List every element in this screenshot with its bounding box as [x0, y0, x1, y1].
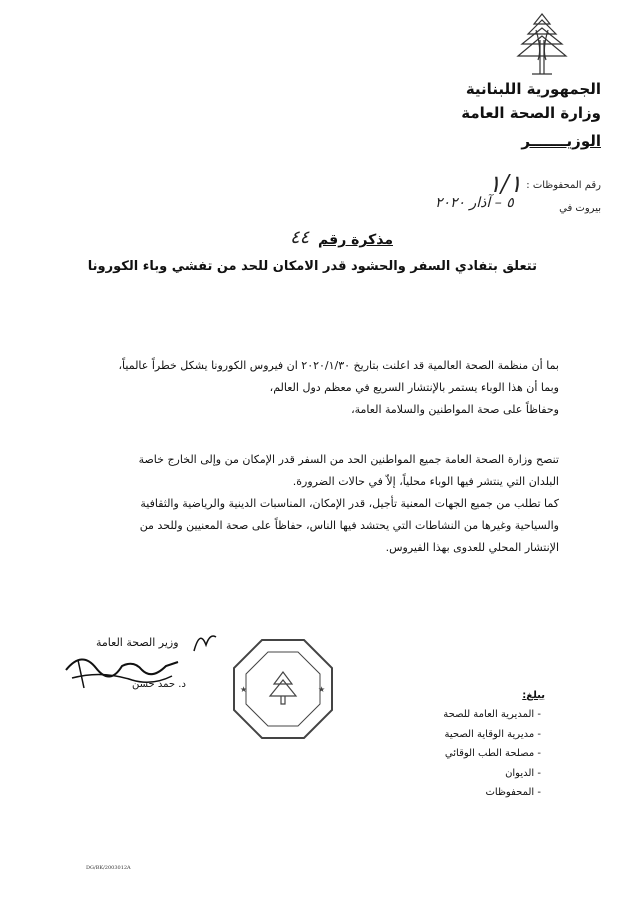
header-minister: الوزيـــــــر	[521, 132, 601, 150]
svg-text:★: ★	[240, 685, 248, 694]
body-line: البلدان التي ينتشر فيها الوباء محلياً، إلاّ في حالات الضرورة.	[292, 475, 559, 488]
distribution-item: - المديرية العامة للصحة	[443, 709, 541, 720]
header-country: الجمهورية اللبنانية	[465, 80, 601, 98]
distribution-item: - الديوان	[505, 767, 541, 779]
memo-subject: تتعلق بتفادي السفر والحشود قدر الامكان للحد من تفشي وباء الكورونا	[87, 259, 537, 274]
archive-number-handwritten: ١/١	[488, 170, 522, 198]
body-line: بما أن منظمة الصحة العالمية قد اعلنت بتاريخ ٢٠٢٠/١/٣٠ ان فيروس الكورونا يشكل خطراً عالمياً،	[118, 359, 559, 372]
body-paragraph-2	[59, 449, 559, 559]
body-line: والسياحية وغيرها من النشاطات التي يحتشد فيها الناس، حفاظاً على صحة المعنيين وللحد من	[139, 519, 559, 532]
initials-mark	[190, 625, 220, 655]
distribution-item: - المحفوظات	[485, 787, 541, 798]
distribution-item: - مصلحة الطب الوقائي	[444, 748, 541, 759]
signature-name: د. حمد حسن	[132, 679, 186, 690]
distribution-list	[443, 705, 541, 803]
body-line: كما تطلب من جميع الجهات المعنية تأجيل، قدر الإمكان، المناسبات الدينية والرياضية والثقافية	[140, 497, 559, 510]
body-paragraph-1	[59, 355, 559, 421]
distribution-heading: يبلغ:	[522, 690, 545, 701]
handwritten-signature	[62, 640, 182, 700]
svg-text:★: ★	[318, 685, 326, 694]
distribution-item: - مديرية الوقاية الصحية	[444, 728, 541, 740]
date-handwritten: ٥ – آذار ٢٠٢٠	[435, 195, 514, 211]
official-stamp	[232, 638, 334, 740]
header-ministry: وزارة الصحة العامة	[461, 104, 601, 122]
memo-title: مذكرة رقم	[318, 232, 393, 248]
body-line: الإنتشار المحلي للعدوى بهذا الفيروس.	[385, 541, 559, 554]
document-reference: DG/BK/2003012A	[86, 865, 131, 871]
memo-number-handwritten: ٤٤	[290, 227, 310, 248]
archive-number-label: رقم المحفوظات :	[526, 180, 601, 191]
place-date-label: بيروت في	[559, 203, 601, 214]
body-line: تنصح وزارة الصحة العامة جميع المواطنين الحد من السفر قدر الإمكان من وإلى الخارج خاصة	[138, 453, 559, 466]
cedar-logo-icon	[512, 10, 572, 78]
body-line: وبما أن هذا الوباء يستمر بالإنتشار السريع في معظم دول العالم،	[269, 381, 559, 394]
signature-title: وزير الصحة العامة	[96, 636, 179, 649]
body-line: وحفاظاً على صحة المواطنين والسلامة العامة،	[351, 403, 559, 416]
